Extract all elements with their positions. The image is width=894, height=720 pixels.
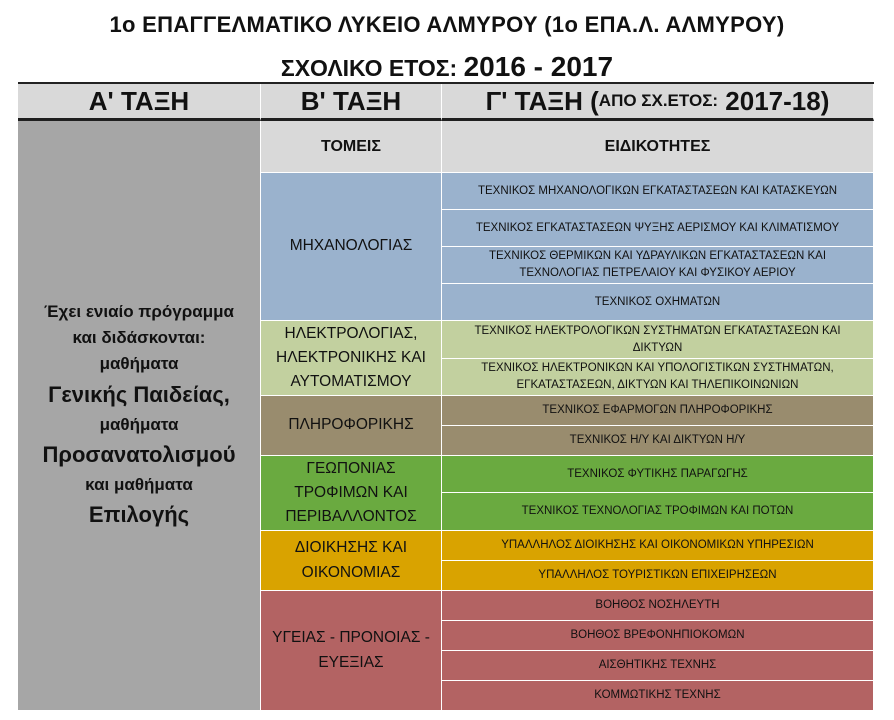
header-class-c-label: Γ' ΤΑΞΗ	[485, 85, 583, 116]
specialty-item: ΒΟΗΘΟΣ ΝΟΣΗΛΕΥΤΗ	[442, 591, 874, 621]
subheader-sectors: ΤΟΜΕΙΣ	[261, 121, 442, 173]
specialty-item: ΤΕΧΝΙΚΟΣ ΗΛΕΚΤΡΟΝΙΚΩΝ ΚΑΙ ΥΠΟΛΟΓΙΣΤΙΚΩΝ ΣΥΣΤΗΜΑΤΩΝ, ΕΓΚΑΤΑΣΤΑΣΕΩΝ, ΔΙΚΤΥΩΝ ΚΑΙ ΤΗΛΕΠΙΚΟΙΝΩΝΙΩΝ	[442, 359, 874, 396]
school-title: 1ο ΕΠΑΓΓΕΛΜΑΤΙΚΟ ΛΥΚΕΙΟ ΑΛΜΥΡΟΥ (1ο ΕΠΑ.Λ. ΑΛΜΥΡΟΥ)	[109, 12, 785, 37]
sector-mechanical: ΜΗΧΑΝΟΛΟΓΙΑΣ	[261, 173, 442, 321]
class-a-line: μαθήματα	[99, 414, 179, 434]
class-a-description	[18, 121, 261, 711]
programs-table	[18, 82, 874, 712]
specialty-item: ΤΕΧΝΙΚΟΣ ΦΥΤΙΚΗΣ ΠΑΡΑΓΩΓΗΣ	[442, 456, 874, 493]
header-class-b: Β' ΤΑΞΗ	[261, 84, 442, 121]
specialty-item: ΤΕΧΝΙΚΟΣ ΕΦΑΡΜΟΓΩΝ ΠΛΗΡΟΦΟΡΙΚΗΣ	[442, 396, 874, 426]
sector-electrical: ΗΛΕΚΤΡΟΛΟΓΙΑΣ, ΗΛΕΚΤΡΟΝΙΚΗΣ ΚΑΙ ΑΥΤΟΜΑΤΙΣΜΟΥ	[261, 321, 442, 396]
specialty-item: ΑΙΣΘΗΤΙΚΗΣ ΤΕΧΝΗΣ	[442, 651, 874, 681]
specialty-item: ΥΠΑΛΛΗΛΟΣ ΔΙΟΙΚΗΣΗΣ ΚΑΙ ΟΙΚΟΝΟΜΙΚΩΝ ΥΠΗΡΕΣΙΩΝ	[442, 531, 874, 561]
school-year-label: ΣΧΟΛΙΚΟ ΕΤΟΣ:	[280, 55, 458, 81]
specialty-item: ΥΠΑΛΛΗΛΟΣ ΤΟΥΡΙΣΤΙΚΩΝ ΕΠΙΧΕΙΡΗΣΕΩΝ	[442, 561, 874, 591]
header-class-c: Γ' ΤΑΞΗ ( ΑΠΟ ΣΧ.ΕΤΟΣ: 2017-18 )	[442, 84, 874, 121]
class-a-line: και διδάσκονται:	[72, 327, 206, 347]
class-a-line: Προσανατολισμού	[42, 441, 236, 467]
specialty-item: ΚΟΜΜΩΤΙΚΗΣ ΤΕΧΝΗΣ	[442, 681, 874, 711]
class-a-line: Επιλογής	[88, 502, 190, 528]
class-a-line: Έχει ενιαίο πρόγραμμα	[44, 301, 234, 321]
specialty-item: ΤΕΧΝΙΚΟΣ ΟΧΗΜΑΤΩΝ	[442, 284, 874, 321]
specialty-item: ΤΕΧΝΙΚΟΣ ΕΓΚΑΤΑΣΤΑΣΕΩΝ ΨΥΞΗΣ ΑΕΡΙΣΜΟΥ ΚΑΙ ΚΛΙΜΑΤΙΣΜΟΥ	[442, 210, 874, 247]
specialty-item: ΤΕΧΝΙΚΟΣ ΗΛΕΚΤΡΟΛΟΓΙΚΩΝ ΣΥΣΤΗΜΑΤΩΝ ΕΓΚΑΤΑΣΤΑΣΕΩΝ ΚΑΙ ΔΙΚΤΥΩΝ	[442, 321, 874, 359]
school-year-title	[0, 51, 894, 83]
specialty-item: ΤΕΧΝΙΚΟΣ ΜΗΧΑΝΟΛΟΓΙΚΩΝ ΕΓΚΑΤΑΣΤΑΣΕΩΝ ΚΑΙ ΚΑΤΑΣΚΕΥΩΝ	[442, 173, 874, 210]
sector-informatics: ΠΛΗΡΟΦΟΡΙΚΗΣ	[261, 396, 442, 456]
class-a-line: και μαθήματα	[85, 475, 193, 495]
specialty-item: ΤΕΧΝΙΚΟΣ ΤΕΧΝΟΛΟΓΙΑΣ ΤΡΟΦΙΜΩΝ ΚΑΙ ΠΟΤΩΝ	[442, 493, 874, 531]
class-a-line: Γενικής Παιδείας,	[48, 381, 230, 407]
sector-health: ΥΓΕΙΑΣ - ΠΡΟΝΟΙΑΣ - ΕΥΕΞΙΑΣ	[261, 591, 442, 711]
class-a-line: μαθήματα	[99, 354, 179, 374]
specialty-item: ΒΟΗΘΟΣ ΒΡΕΦΟΝΗΠΙΟΚΟΜΩΝ	[442, 621, 874, 651]
subheader-specialties: ΕΙΔΙΚΟΤΗΤΕΣ	[442, 121, 874, 173]
header-class-c-year: 2017-18	[725, 85, 821, 116]
header-class-a: Α' ΤΑΞΗ	[18, 84, 261, 121]
specialty-item: ΤΕΧΝΙΚΟΣ Η/Υ ΚΑΙ ΔΙΚΤΥΩΝ Η/Υ	[442, 426, 874, 456]
header-class-c-note: ΑΠΟ ΣΧ.ΕΤΟΣ:	[598, 91, 719, 110]
sector-agriculture: ΓΕΩΠΟΝΙΑΣ ΤΡΟΦΙΜΩΝ ΚΑΙ ΠΕΡΙΒΑΛΛΟΝΤΟΣ	[261, 456, 442, 531]
sector-administration: ΔΙΟΙΚΗΣΗΣ ΚΑΙ ΟΙΚΟΝΟΜΙΑΣ	[261, 531, 442, 591]
school-year-value: 2016 - 2017	[463, 51, 614, 82]
specialty-item: ΤΕΧΝΙΚΟΣ ΘΕΡΜΙΚΩΝ ΚΑΙ ΥΔΡΑΥΛΙΚΩΝ ΕΓΚΑΤΑΣΤΑΣΕΩΝ ΚΑΙ ΤΕΧΝΟΛΟΓΙΑΣ ΠΕΤΡΕΛΑΙΟΥ ΚΑΙ ΦΥΣΙΚΟΥ ΑΕΡΙΟΥ	[442, 247, 874, 284]
